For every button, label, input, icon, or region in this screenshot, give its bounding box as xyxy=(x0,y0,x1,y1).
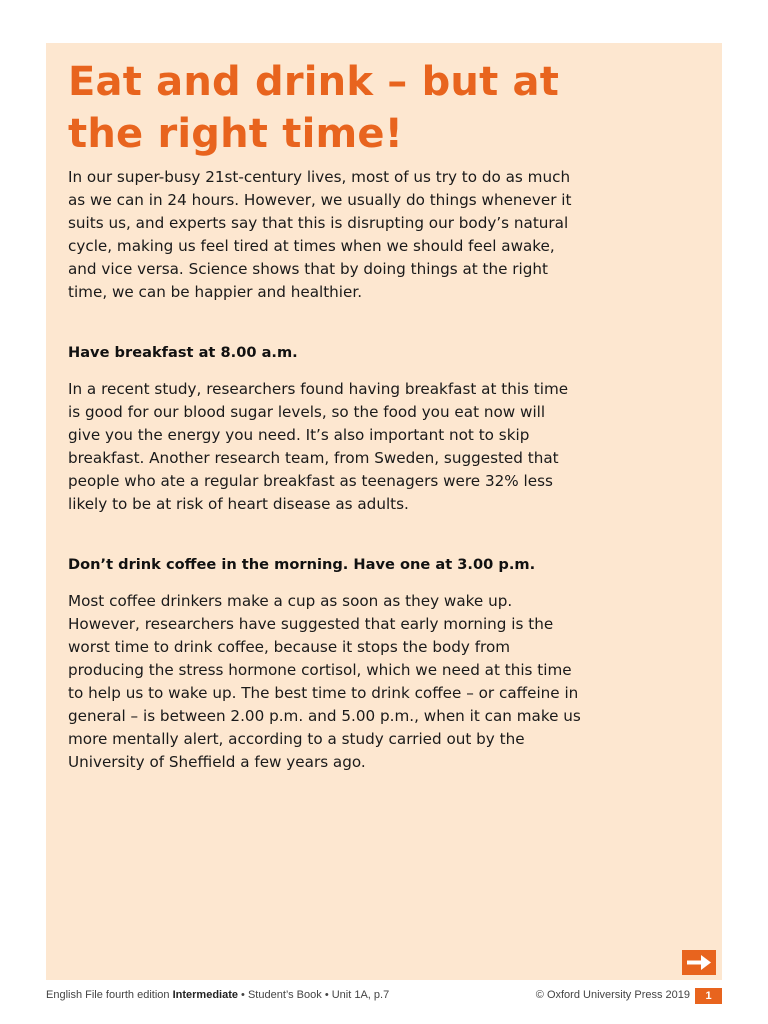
section-heading-coffee: Don’t drink coffee in the morning. Have one at 3.00 p.m. xyxy=(68,556,536,573)
section-paragraph-breakfast: In a recent study, researchers found having breakfast at this time is good for our blood sugar levels, so the food you eat now will give you the energy you need. It’s also important not to skip breakfast. Another research team, from Sweden, suggested that people who ate a regular breakfast as teenagers were 32% less likely to be at risk of heart disease as adults. xyxy=(68,380,569,513)
section-paragraph-coffee: Most coffee drinkers make a cup as soon as they wake up. However, researchers have suggested that early morning is the worst time to drink coffee, because it stops the body from producing the stress hormone cortisol, which we need at this time to help us to wake up. The best time to drink coffee – or caffeine in general – is between 2.00 p.m. and 5.00 p.m., when it can make us more mentally alert, according to a study carried out by the University of Sheffield a few years ago. xyxy=(68,592,581,771)
arrow-right-icon xyxy=(682,950,716,975)
intro-paragraph: In our super-busy 21st-century lives, most of us try to do as much as we can in 24 hours. However, we usually do things whenever it suits us, and experts say that this is disrupting our body’s natural cycle, making us feel tired at times when we should feel awake, and vice versa. Science shows that by doing things at the right time, we can be happier and healthier. xyxy=(68,168,572,301)
footer-book-info xyxy=(46,989,389,1001)
footer-book-suffix: • Student’s Book • Unit 1A, p.7 xyxy=(238,989,390,1001)
footer-book-level: Intermediate xyxy=(172,989,238,1001)
footer-book-prefix: English File fourth edition xyxy=(46,989,173,1001)
article-title: Eat and drink – but at the right time! xyxy=(68,59,560,157)
section-heading-breakfast: Have breakfast at 8.00 a.m. xyxy=(68,344,298,361)
next-page-button[interactable] xyxy=(682,950,716,975)
footer-copyright: © Oxford University Press 2019 xyxy=(535,989,690,1001)
page-number-badge: 1 xyxy=(695,988,722,1004)
